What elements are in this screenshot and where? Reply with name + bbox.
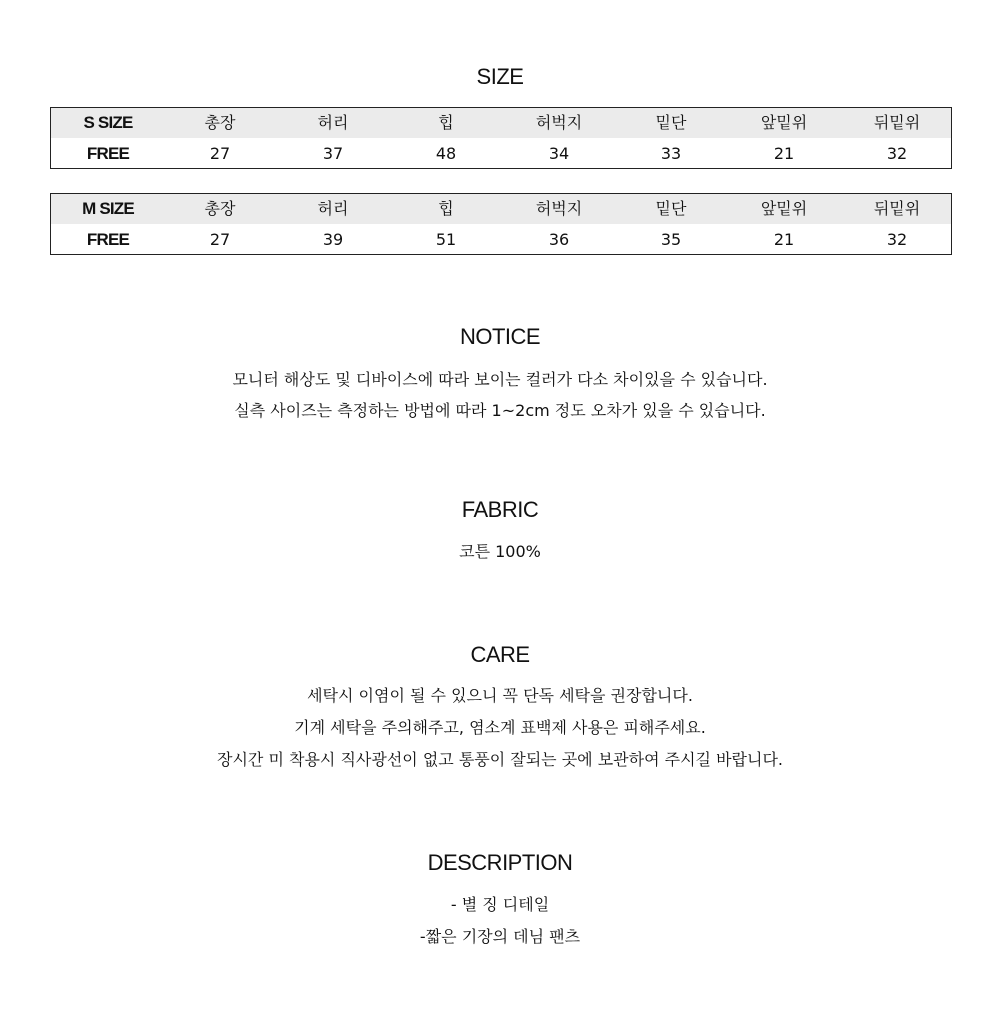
header-cell-front-rise: 앞밑위 (760, 199, 808, 218)
fabric-title: FABRIC (461, 497, 539, 522)
care-title: CARE (470, 642, 530, 667)
value-cell-waist: 39 (322, 230, 344, 249)
value-cell-total-length: 27 (209, 230, 231, 249)
description-line: - 별 징 디테일 (450, 895, 550, 914)
size-table-header-row (51, 108, 951, 138)
row-label: FREE (86, 144, 130, 163)
header-cell-thigh: 허벅지 (535, 199, 583, 218)
header-cell-hem: 밑단 (655, 113, 687, 132)
value-cell-back-rise: 32 (886, 230, 908, 249)
size-table-value-row (51, 139, 951, 169)
care-line: 장시간 미 착용시 직사광선이 없고 통풍이 잘되는 곳에 보관하여 주시길 바랍니다. (217, 750, 783, 769)
value-cell-hem: 35 (660, 230, 682, 249)
value-cell-back-rise: 32 (886, 144, 908, 163)
value-cell-hip: 48 (435, 144, 457, 163)
row-label: FREE (86, 230, 130, 249)
value-cell-total-length: 27 (209, 144, 231, 163)
header-cell-back-rise: 뒤밑위 (873, 199, 921, 218)
notice-title: NOTICE (459, 324, 541, 349)
header-cell-front-rise: 앞밑위 (760, 113, 808, 132)
description-title: DESCRIPTION (427, 850, 573, 875)
value-cell-hem: 33 (660, 144, 682, 163)
size-label: M SIZE (82, 199, 134, 218)
size-table-s (50, 107, 952, 169)
size-label: S SIZE (83, 113, 133, 132)
header-cell-hip: 힙 (438, 113, 454, 132)
value-cell-thigh: 36 (548, 230, 570, 249)
fabric-line: 코튼 100% (459, 542, 541, 561)
header-cell-total-length: 총장 (204, 113, 236, 132)
value-cell-hip: 51 (435, 230, 457, 249)
description-line: -짧은 기장의 데님 팬츠 (419, 927, 581, 946)
size-title: SIZE (476, 64, 524, 89)
care-line: 세탁시 이염이 될 수 있으니 꼭 단독 세탁을 권장합니다. (307, 686, 693, 705)
value-cell-front-rise: 21 (773, 144, 795, 163)
value-cell-thigh: 34 (548, 144, 570, 163)
value-cell-waist: 37 (322, 144, 344, 163)
header-cell-back-rise: 뒤밑위 (873, 113, 921, 132)
notice-line: 실측 사이즈는 측정하는 방법에 따라 1~2cm 정도 오차가 있을 수 있습니다. (234, 401, 766, 420)
size-table-m (50, 193, 952, 255)
header-cell-total-length: 총장 (204, 199, 236, 218)
care-line: 기계 세탁을 주의해주고, 염소계 표백제 사용은 피해주세요. (294, 718, 706, 737)
header-cell-waist: 허리 (317, 113, 349, 132)
header-cell-hem: 밑단 (655, 199, 687, 218)
size-table-value-row (51, 225, 951, 255)
size-table-header-row (51, 194, 951, 224)
header-cell-thigh: 허벅지 (535, 113, 583, 132)
header-cell-hip: 힙 (438, 199, 454, 218)
value-cell-front-rise: 21 (773, 230, 795, 249)
header-cell-waist: 허리 (317, 199, 349, 218)
notice-line: 모니터 해상도 및 디바이스에 따라 보이는 컬러가 다소 차이있을 수 있습니다. (232, 370, 768, 389)
